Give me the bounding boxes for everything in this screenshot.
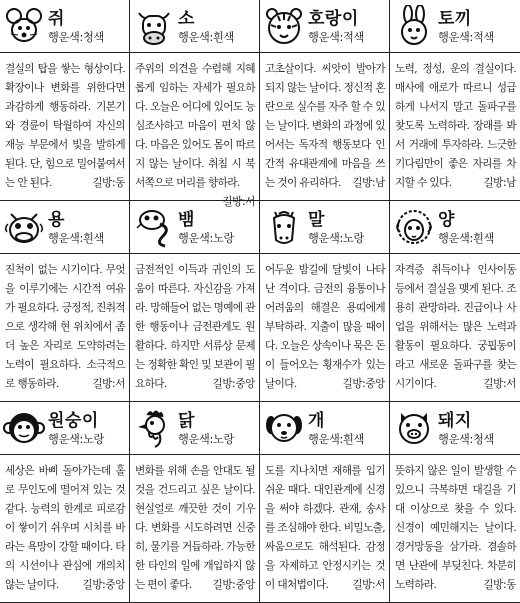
lucky-color: 행운색:적색 — [308, 31, 365, 44]
dragon-icon — [3, 206, 45, 248]
lucky-direction: 길방:서 — [483, 378, 516, 390]
lucky-direction: 길방:서 — [222, 196, 255, 208]
lucky-color: 행운색:흰색 — [178, 31, 235, 44]
fortune-text: 변화를 위해 손을 안대도 될 것을 건드리고 싶은 날이다. 현실얼로 깨끗한 것이 기우다. 변화를 시도하려면 신중히, 물기를 거듭하라. 가능한 한 타인의 일에 개입하지 않는 편이 좋다. 길방:중앙 — [135, 462, 255, 595]
fortune-text: 세상은 바삐 돌아가는데 홀로 무인도에 떨어져 있는 것 같다. 능력의 한계로 피로감이 쌓이기 쉬우며 시치를 바라는 욕망이 강할 때이다. 타의 시선이나 관심에 개의치 않는 날이다. 길방:중앙 — [5, 462, 125, 595]
lucky-direction: 길방:동 — [483, 579, 516, 591]
zodiac-card-monkey — [0, 402, 130, 603]
lucky-color: 행운색:노랑 — [48, 433, 105, 446]
lucky-color: 행운색:노랑 — [178, 232, 235, 245]
lucky-color: 행운색:노랑 — [308, 232, 365, 245]
fortune-text: 어두운 밤길에 달빛이 나타난 격이다. 금전의 융통이나 어려움의 해결은 용띠에게 부탁하라. 지출이 많을 때이다. 오늘은 상속이나 묵은 돈이 들어오는 횡재수가 있는 날이다. 길방:중앙 — [265, 261, 385, 394]
lucky-direction: 길방:중앙 — [212, 378, 255, 390]
fortune-text: 노력, 정성, 운의 결실이다. 매사에 애로가 따르니 성급하게 나서지 말고 돌파구를 찾도록 노력하라. 장래를 봐서 거래에 투자하라. 느긋한 기다림만이 좋은 자리를 차지할 수 있다. 길방:남 — [395, 60, 516, 193]
zodiac-card-dragon — [0, 201, 130, 402]
lucky-direction: 길방:동 — [92, 177, 125, 189]
zodiac-name: 닭 — [178, 411, 195, 431]
zodiac-name: 돼지 — [438, 411, 472, 431]
rabbit-icon — [393, 5, 435, 47]
zodiac-name: 용 — [48, 210, 65, 230]
zodiac-card-tiger — [260, 0, 390, 201]
zodiac-card-rabbit — [390, 0, 520, 201]
lucky-color: 행운색:청색 — [438, 433, 495, 446]
zodiac-name: 양 — [438, 210, 455, 230]
fortune-text: 결실의 탑을 쌓는 형상이다. 확장이나 변화를 위한다면 과감하게 행동하라. 기본기와 경륜이 탁월하여 자신의 재능 부문에서 빛을 발하게 된다. 단, 힘으로 밀어붙여서는 안 된다. 길방:동 — [5, 60, 125, 193]
ox-icon — [133, 5, 175, 47]
lucky-color: 행운색:노랑 — [178, 433, 235, 446]
zodiac-name: 원숭이 — [48, 411, 99, 431]
lucky-direction: 길방:남 — [483, 177, 516, 189]
zodiac-name: 토끼 — [438, 9, 472, 29]
zodiac-card-sheep — [390, 201, 520, 402]
lucky-color: 행운색:흰색 — [308, 433, 365, 446]
rat-icon — [3, 5, 45, 47]
zodiac-card-snake — [130, 201, 260, 402]
pig-icon — [393, 407, 435, 449]
zodiac-card-pig — [390, 402, 520, 603]
snake-icon — [133, 206, 175, 248]
lucky-color: 행운색:흰색 — [48, 232, 105, 245]
fortune-text: 주위의 의견을 수렴해 지혜롭게 임하는 자세가 필요하다. 오늘은 어디에 있어도 능심조사하고 마음이 편치 않다. 마음은 있어도 몸이 따르지 않는 날이다. 취침 시 북서쪽으로 머리를 향하라. 길방:서 — [135, 60, 255, 193]
lucky-direction: 길방:남 — [352, 177, 385, 189]
lucky-direction: 길방:중앙 — [342, 378, 385, 390]
zodiac-name: 호랑이 — [308, 9, 359, 29]
zodiac-name: 뱀 — [178, 210, 195, 230]
lucky-direction: 길방:중앙 — [212, 579, 255, 591]
rooster-icon — [133, 407, 175, 449]
fortune-text: 고초살이다. 씨앗이 발아가 되지 않는 날이다. 정신적 혼란으로 실수를 자주 할 수 있는 날이다. 변화의 과정에 있어서는 독자적 행동보다 인간적 유대관계에 마음을 쓰는 것이 유리하다. 길방:남 — [265, 60, 385, 193]
sheep-icon — [393, 206, 435, 248]
lucky-color: 행운색:적색 — [438, 31, 495, 44]
fortune-text: 금전적인 이득과 귀인의 도움이 따른다. 자신감을 가져라. 망해들어 없는 명예에 관한 행동이나 금전관계도 원활하다. 하지만 서류상 문제는 정확한 확인 및 보관이 필요하다. 길방:중앙 — [135, 261, 255, 394]
zodiac-name: 소 — [178, 9, 195, 29]
fortune-text: 뜻하지 않은 일이 발생할 수 있으니 극복하면 대길을 기대 이상으로 찾을 수 있다. 신경이 예민해지는 날이다. 경거망동을 삼가라. 겸솔하면 난관에 부딪친다. 차분히 노력하라. 길방:동 — [395, 462, 516, 595]
horse-icon — [263, 206, 305, 248]
zodiac-card-dog — [260, 402, 390, 603]
lucky-color: 행운색:청색 — [48, 31, 105, 44]
fortune-text: 자격증 취득이나 인사이동 등에서 결실을 맺게 된다. 조용히 관망하라. 진급이나 사업을 위해서는 많은 노력과 활동이 필요하다. 궁핍동이라고 새로운 돌파구를 찾는 시기이다. 길방:서 — [395, 261, 516, 394]
zodiac-card-ox — [130, 0, 260, 208]
zodiac-name: 말 — [308, 210, 325, 230]
dog-icon — [263, 407, 305, 449]
fortune-text: 진척이 없는 시기이다. 무엇을 이루기에는 시간적 여유가 필요하다. 긍정적, 진취적으로 생각해 현 위치에서 좀 더 높은 자리로 도약하려는 노력이 필요하다. 소극적으로 행동하라. 길방:서 — [5, 261, 125, 394]
zodiac-name: 쥐 — [48, 9, 65, 29]
lucky-direction: 길방:서 — [92, 378, 125, 390]
zodiac-card-rat — [0, 0, 130, 201]
monkey-icon — [3, 407, 45, 449]
lucky-color: 행운색:흰색 — [438, 232, 495, 245]
zodiac-card-horse — [260, 201, 390, 402]
lucky-direction: 길방:서 — [352, 579, 385, 591]
tiger-icon — [263, 5, 305, 47]
lucky-direction: 길방:중앙 — [82, 579, 125, 591]
zodiac-card-rooster — [130, 402, 260, 603]
fortune-text: 도를 지나치면 재해를 입기 쉬운 때다. 대인관계에 신경을 써야 하겠다. 관재, 송사를 조심해야 한다. 비밀노출, 싸움으로도 해석된다. 감정을 자제하고 안정시키는 것이 대처법이다. 길방:서 — [265, 462, 385, 595]
zodiac-name: 개 — [308, 411, 325, 431]
